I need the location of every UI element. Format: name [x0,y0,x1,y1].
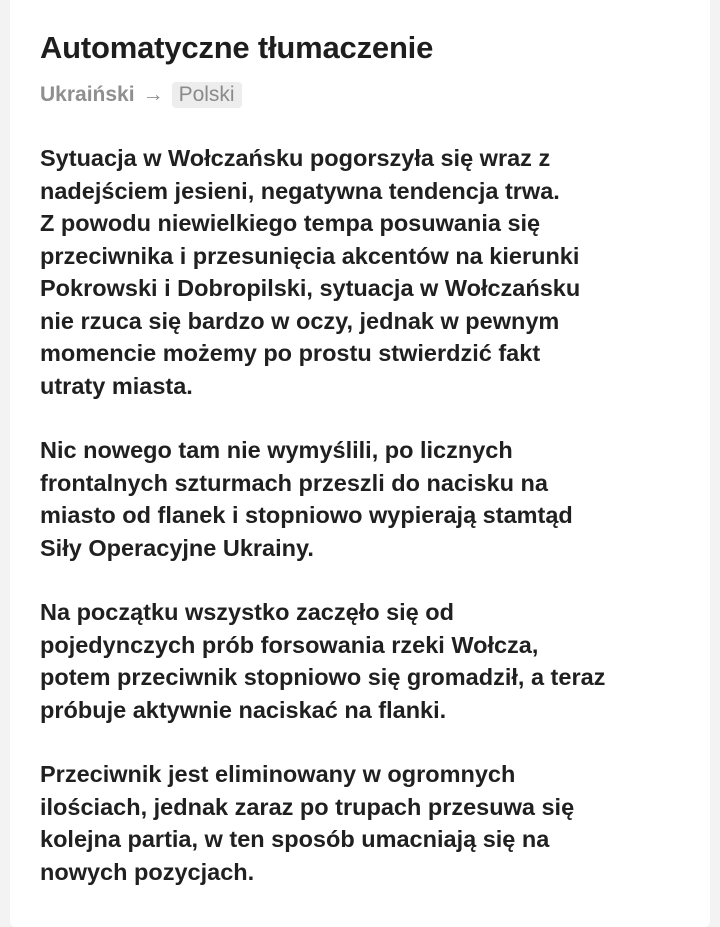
translation-paragraph: Nic nowego tam nie wymyślili, po licznych frontalnych szturmach przeszli do nacisku na miasto od flanek i stopniowo wypierają stamtąd Siły Operacyjne Ukrainy. [40,437,573,561]
translation-paragraph: Sytuacja w Wołczańsku pogorszyła się wraz z nadejściem jesieni, negatywna tendencja trwa. Z powodu niewielkiego tempa posuwania się przeciwnika i przesunięcia akcentów na kierunki Pokrowski i Dobropilski, sytuacja w Wołczańsku nie rzuca się bardzo w oczy, jednak w pewnym momencie możemy po prostu stwierdzić fakt utraty miasta. [40,145,581,399]
panel-title: Automatyczne tłumaczenie [40,30,434,65]
translation-panel [10,0,710,927]
translation-paragraph: Na początku wszystko zaczęło się od pojedynczych prób forsowania rzeki Wołcza, potem przeciwnik stopniowo się gromadził, a teraz próbuje aktywnie naciskać na flanki. [40,599,606,723]
arrow-right-icon: → [142,83,164,106]
source-language[interactable]: Ukraiński [40,83,135,106]
translation-paragraph: Przeciwnik jest eliminowany w ogromnych ilościach, jednak zaraz po trupach przesuwa się kolejna partia, w ten sposób umacniają się na nowych pozycjach. [40,761,575,885]
translation-content [40,28,700,920]
target-language[interactable]: Polski [172,82,242,108]
language-selector-row [40,80,700,110]
translated-text [40,142,700,888]
